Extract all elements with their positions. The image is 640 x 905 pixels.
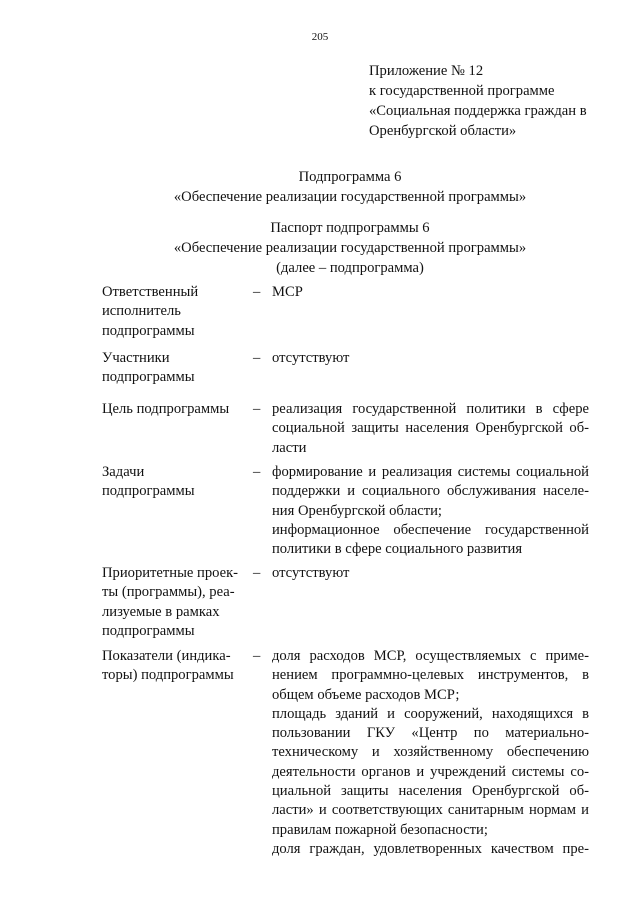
row-value-line: отсутствуют bbox=[272, 350, 350, 366]
row-label bbox=[102, 647, 247, 686]
row-value-line: МСР bbox=[272, 284, 303, 300]
row-value bbox=[272, 463, 589, 559]
row-value-line: ласти» и соответствующих санитарным нормам и bbox=[272, 802, 589, 819]
row-value-line: циальной защиты населения Оренбургской об- bbox=[272, 783, 589, 800]
passport-heading bbox=[0, 218, 640, 278]
row-value-line: доля граждан, удовлетворенных качеством пре- bbox=[272, 840, 589, 857]
row-label-line: Задачи bbox=[102, 464, 145, 480]
row-value-line: доля расходов МСР, осуществляемых с приме- bbox=[272, 648, 589, 664]
row-label-line: подпрограммы bbox=[102, 622, 195, 639]
row-value-line: поддержки и социального обслуживания населе- bbox=[272, 483, 589, 500]
passport-title: Паспорт подпрограммы 6 bbox=[270, 220, 430, 236]
row-label-line: Цель подпрограммы bbox=[102, 401, 230, 417]
page-number: 205 bbox=[311, 31, 329, 43]
row-label-line: торы) подпрограммы bbox=[102, 667, 234, 684]
row-label-line: Приоритетные проек- bbox=[102, 565, 239, 581]
passport-note: (далее – подпрограмма) bbox=[276, 260, 424, 276]
row-value-line: пользовании ГКУ «Центр по материально- bbox=[272, 725, 589, 742]
row-value-line: отсутствуют bbox=[272, 565, 350, 581]
row-value-line: формирование и реализация системы социальной bbox=[272, 464, 589, 480]
row-label-line: подпрограммы bbox=[102, 483, 195, 500]
row-label bbox=[102, 283, 247, 341]
subprogram-heading bbox=[0, 167, 640, 207]
row-dash: – bbox=[253, 350, 261, 366]
row-value bbox=[272, 564, 589, 583]
row-value-line: ласти bbox=[272, 439, 307, 456]
row-label-line: подпрограммы bbox=[102, 322, 195, 339]
row-dash: – bbox=[253, 284, 261, 300]
row-dash: – bbox=[253, 401, 261, 417]
appendix-program-ref: к государственной программе bbox=[369, 83, 555, 99]
appendix-program-name: «Социальная поддержка граждан в bbox=[369, 103, 587, 119]
row-value bbox=[272, 349, 589, 368]
row-label bbox=[102, 349, 247, 388]
row-label-line: ты (программы), реа- bbox=[102, 584, 235, 601]
row-label-line: Показатели (индика- bbox=[102, 648, 231, 664]
appendix-number: Приложение № 12 bbox=[369, 63, 484, 79]
row-value bbox=[272, 283, 589, 302]
row-value bbox=[272, 647, 589, 859]
row-label-line: исполнитель bbox=[102, 303, 181, 320]
row-value-line: площадь зданий и сооружений, находящихся в bbox=[272, 705, 589, 722]
row-label-line: подпрограммы bbox=[102, 369, 195, 386]
row-value-line: деятельности органов и учреждений системы со- bbox=[272, 763, 589, 780]
row-value bbox=[272, 400, 589, 458]
row-value-line: ния Оренбургской области; bbox=[272, 502, 442, 519]
row-label-line: Участники bbox=[102, 350, 170, 366]
row-value-line: техническому и хозяйственному обеспечению bbox=[272, 744, 589, 761]
row-label bbox=[102, 564, 247, 641]
subprogram-name: «Обеспечение реализации государственной программы» bbox=[173, 189, 527, 205]
row-dash: – bbox=[253, 648, 261, 664]
passport-name: «Обеспечение реализации государственной программы» bbox=[173, 240, 527, 256]
row-value-line: правилам пожарной безопасности; bbox=[272, 821, 488, 838]
appendix-program-name-cont: Оренбургской области» bbox=[369, 123, 517, 139]
row-label-line: лизуемые в рамках bbox=[102, 603, 220, 620]
subprogram-title: Подпрограмма 6 bbox=[298, 169, 402, 185]
row-label bbox=[102, 463, 247, 502]
row-value-line: информационное обеспечение государственной bbox=[272, 521, 589, 538]
row-value-line: реализация государственной политики в сфере bbox=[272, 401, 589, 417]
appendix-header bbox=[369, 61, 609, 141]
row-value-line: политики в сфере социального развития bbox=[272, 541, 523, 558]
row-dash: – bbox=[253, 565, 261, 581]
row-label-line: Ответственный bbox=[102, 284, 199, 300]
row-label bbox=[102, 400, 247, 419]
row-value-line: социальной защиты населения Оренбургской об- bbox=[272, 420, 589, 437]
row-dash: – bbox=[253, 464, 261, 480]
row-value-line: нением программно-целевых инструментов, в bbox=[272, 667, 589, 684]
row-value-line: общем объеме расходов МСР; bbox=[272, 686, 460, 703]
